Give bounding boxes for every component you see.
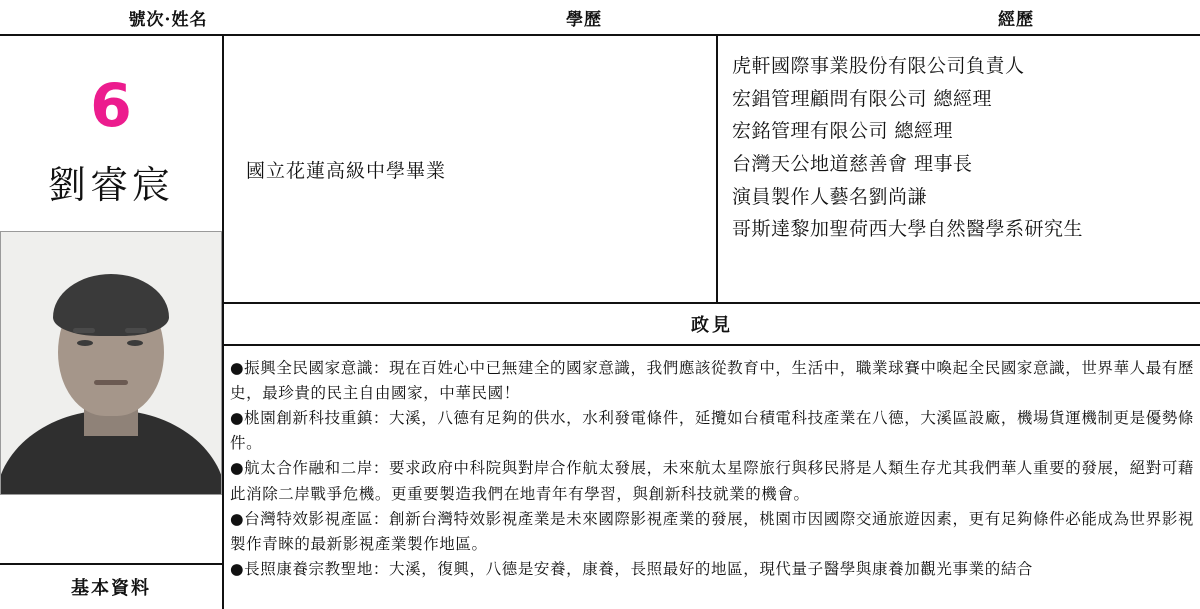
education-text: 國立花蓮高級中學畢業 bbox=[224, 36, 718, 302]
education-experience-row bbox=[224, 36, 1200, 304]
experience-item: 哥斯達黎加聖荷西大學自然醫學系研究生 bbox=[732, 218, 1084, 241]
experience-item: 虎軒國際事業股份有限公司負責人 bbox=[732, 55, 1025, 77]
photo-eyebrow-left bbox=[73, 328, 95, 333]
policy-item: ●台灣特效影視產區：創新台灣特效影視產業是未來國際影視產業的發展，桃園市因國際交通旅遊因素，更有足夠條件必能成為世界影視製作青睞的最新影視產業製作地區。 bbox=[230, 509, 1195, 553]
candidate-photo bbox=[0, 231, 222, 495]
policy-item: ●長照康養宗教聖地：大溪，復興，八德是安養，康養，長照最好的地區，現代量子醫學與康養加觀光事業的結合 bbox=[230, 559, 1034, 578]
experience-item: 宏銘管理有限公司 總經理 bbox=[732, 120, 954, 143]
photo-eye-left bbox=[77, 340, 93, 346]
experience-item: 宏錩管理顧問有限公司 總經理 bbox=[732, 87, 993, 110]
table-body-row bbox=[0, 34, 1200, 609]
photo-mouth bbox=[94, 380, 128, 385]
candidate-name: 劉睿宸 bbox=[47, 163, 174, 207]
experience-item: 演員製作人藝名劉尚謙 bbox=[732, 185, 928, 208]
header-policy-column: 政見 bbox=[224, 304, 1200, 346]
basic-info-label: 基本資料 bbox=[0, 563, 222, 609]
policy-item: ●航太合作融和二岸：要求政府中科院與對岸合作航太發展，未來航太星際旅行與移民將是人類生存尤其我們華人重要的發展，絕對可藉此消除二岸戰爭危機。更重要製造我們在地青年有學習，與創新科技就業的機會。 bbox=[230, 459, 1195, 503]
experience-item: 台灣天公地道慈善會 理事長 bbox=[732, 153, 973, 176]
policy-item: ●振興全民國家意識：現在百姓心中已無建全的國家意識，我們應該從教育中，生活中，職業球賽中喚起全民國家意識，世界華人最有歷史，最珍貴的民主自由國家，中華民國！ bbox=[230, 359, 1195, 403]
photo-eyebrow-right bbox=[125, 328, 147, 333]
candidate-number: 6 bbox=[90, 71, 132, 141]
header-experience-column: 經歷 bbox=[998, 9, 1034, 30]
candidate-identity-cell bbox=[0, 36, 224, 609]
candidate-details-cell bbox=[224, 36, 1200, 609]
policy-item: ●桃園創新科技重鎮：大溪，八德有足夠的供水，水利發電條件，延攬如台積電科技產業在八德，大溪區設廠，機場貨運機制更是優勢條件。 bbox=[230, 409, 1195, 453]
photo-eye-right bbox=[127, 340, 143, 346]
experience-list bbox=[718, 36, 1200, 302]
header-education-column: 學歷 bbox=[566, 9, 602, 30]
table-header-row bbox=[0, 0, 1200, 34]
header-name-column: 號次·姓名 bbox=[128, 9, 208, 30]
policy-list bbox=[224, 346, 1200, 609]
